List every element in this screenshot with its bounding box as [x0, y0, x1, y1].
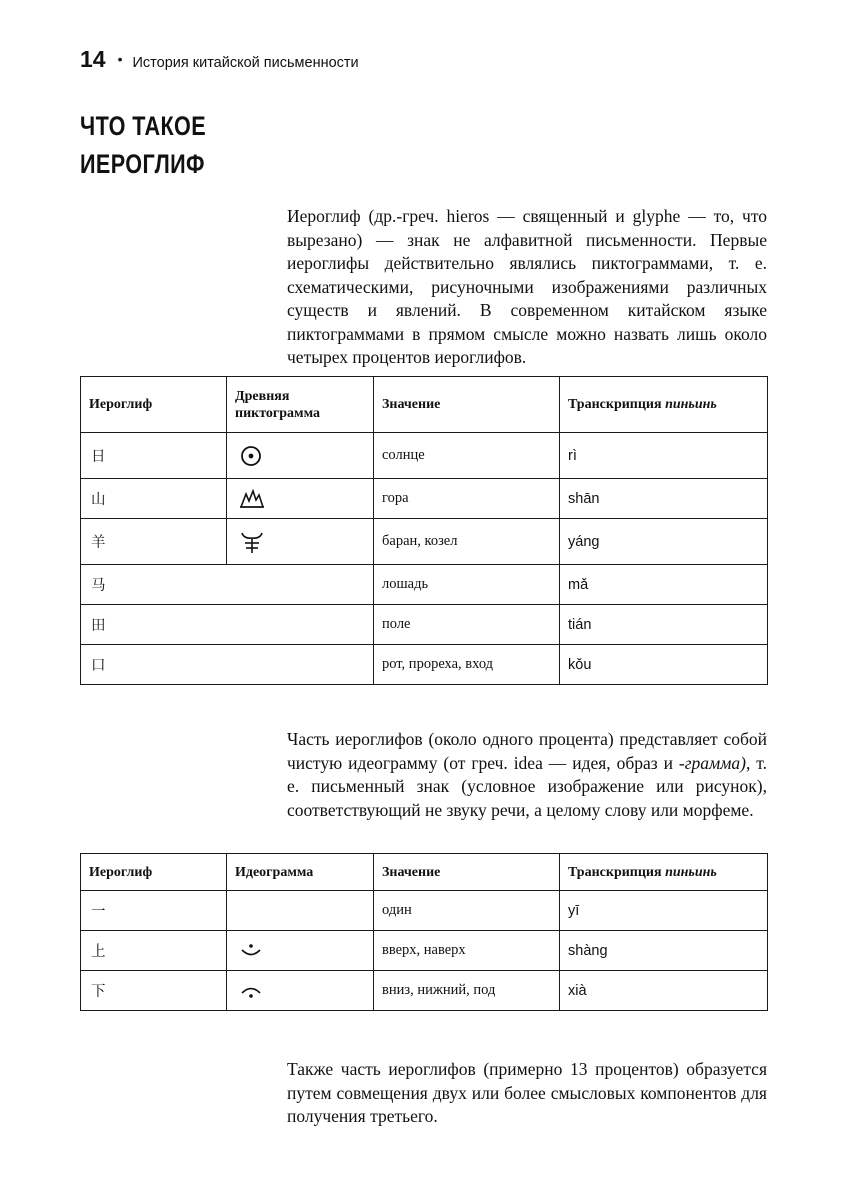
running-title: История китайской письменности [132, 55, 359, 71]
pinyin-cell: rì [560, 433, 768, 479]
hieroglyph-cell: 口 [81, 645, 374, 685]
table-header-row [81, 377, 768, 433]
meaning-cell: гора [374, 479, 560, 519]
pinyin-cell: xià [560, 971, 768, 1011]
table-row [81, 645, 768, 685]
table-row [81, 891, 768, 931]
meaning-cell: один [374, 891, 560, 931]
table-header-row [81, 854, 768, 891]
hieroglyph-cell: 山 [81, 479, 227, 519]
table-row [81, 971, 768, 1011]
header-meaning: Значение [374, 377, 560, 433]
intro-paragraph: Иероглиф (др.-греч. hieros — священный и glyphe — то, что вырезано) — знак не алфавитной письменности. Первые иероглифы действительно являлись пиктограммами, т. е. схематическими, рисуночными изображениями различных существ и явлений. В современном китайском языке пиктограммами в прямом смысле можно назвать лишь около четырех процентов иероглифов. [287, 206, 767, 367]
pinyin-cell: yáng [560, 519, 768, 565]
pinyin-cell: shān [560, 479, 768, 519]
header-transcription-text: Транскрипция [568, 397, 662, 412]
meaning-cell: рот, прореха, вход [374, 645, 560, 685]
up-ideogram-icon [239, 941, 263, 961]
mountain-pictogram-icon [239, 488, 265, 510]
meaning-cell: вверх, наверх [374, 931, 560, 971]
header-pictogram: Древняя пиктограмма [227, 377, 374, 433]
header-transcription [560, 854, 768, 891]
pinyin-cell: shàng [560, 931, 768, 971]
ideogram-paragraph [287, 728, 767, 822]
header-hieroglyph: Иероглиф [81, 377, 227, 433]
meaning-cell: баран, козел [374, 519, 560, 565]
ideogram-paragraph-part2: , т. е. письменный знак (условное изображение или рисунок), соответствующий не звуку речи, а целому слову или морфеме. [287, 752, 767, 820]
hieroglyph-cell: 羊 [81, 519, 227, 565]
header-transcription-italic: пиньинь [665, 864, 717, 880]
hieroglyph-cell: 上 [81, 931, 227, 971]
section-title-line2: ИЕРОГЛИФ [80, 149, 205, 179]
pinyin-cell: yī [560, 891, 768, 931]
ideogram-cell [227, 891, 374, 931]
table-row [81, 479, 768, 519]
meaning-cell: поле [374, 605, 560, 645]
header-hieroglyph: Иероглиф [81, 854, 227, 891]
meaning-cell: вниз, нижний, под [374, 971, 560, 1011]
header-meaning: Значение [374, 854, 560, 891]
compound-paragraph: Также часть иероглифов (примерно 13 процентов) образуется путем совмещения двух или более смысловых компонентов для получения третьего. [287, 1059, 767, 1126]
section-title [80, 107, 206, 183]
page-number: 14 [80, 46, 106, 72]
header-transcription [560, 377, 768, 433]
pinyin-cell: mǎ [560, 565, 768, 605]
table-row [81, 433, 768, 479]
ideogram-paragraph-italic: -грамма) [678, 752, 746, 773]
pinyin-cell: tián [560, 605, 768, 645]
hieroglyph-cell: 一 [81, 891, 227, 931]
hieroglyph-cell: 下 [81, 971, 227, 1011]
ideogram-table [80, 853, 768, 1011]
pinyin-cell: kǒu [560, 645, 768, 685]
table-row [81, 565, 768, 605]
page-header [80, 46, 359, 73]
hieroglyph-cell: 日 [81, 433, 227, 479]
ideogram-cell [227, 931, 374, 971]
meaning-cell: солнце [374, 433, 560, 479]
header-bullet: • [117, 51, 123, 67]
sun-pictogram-icon [239, 444, 263, 468]
ram-pictogram-icon [239, 529, 265, 555]
meaning-cell: лошадь [374, 565, 560, 605]
ideogram-paragraph-part1: Часть иероглифов (около одного процента) представляет собой чистую идеограмму (от греч. idea — идея, образ и [287, 729, 767, 773]
hieroglyph-cell: 田 [81, 605, 374, 645]
table-row [81, 519, 768, 565]
pictogram-cell [227, 519, 374, 565]
down-ideogram-icon [239, 981, 263, 1001]
table-row [81, 931, 768, 971]
hieroglyph-cell: 马 [81, 565, 374, 605]
table-row [81, 605, 768, 645]
pictogram-table [80, 376, 768, 685]
header-transcription-text: Транскрипция [568, 864, 662, 880]
pictogram-cell [227, 479, 374, 519]
pictogram-cell [227, 433, 374, 479]
section-title-line1: ЧТО ТАКОЕ [80, 111, 207, 141]
ideogram-cell [227, 971, 374, 1011]
header-ideogram: Идеограмма [227, 854, 374, 891]
header-transcription-italic: пиньинь [665, 397, 717, 412]
